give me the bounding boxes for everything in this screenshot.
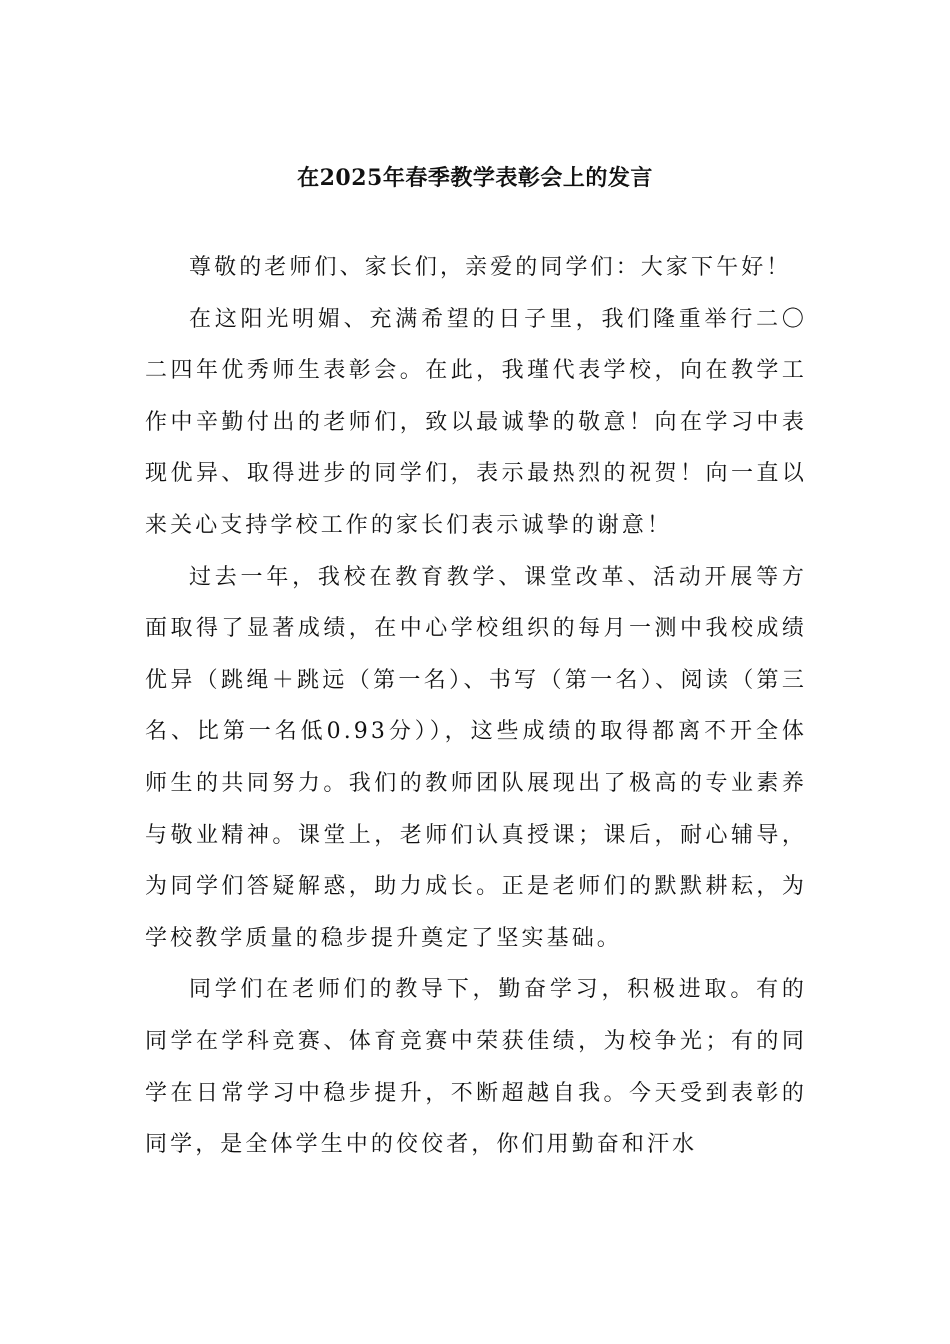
paragraph-students: 同学们在老师们的教导下，勤奋学习，积极进取。有的同学在学科竞赛、体育竞赛中荣获佳绩，为校争光；有的同学在日常学习中稳步提升，不断超越自我。今天受到表彰的同学，是全体学生中的佼佼者，你们用勤奋和汗水 — [145, 977, 807, 1158]
paragraph-greeting: 尊敬的老师们、家长们，亲爱的同学们：大家下午好！ — [189, 255, 792, 280]
paragraph-achievements: 过去一年，我校在教育教学、课堂改革、活动开展等方面取得了显著成绩，在中心学校组织的每月一测中我校成绩优异（跳绳＋跳远（第一名）、书写（第一名）、阅读（第三名、比第一名低0.93分）），这些成绩的取得都离不开全体师生的共同努力。我们的教师团队展现出了极高的专业素养与敬业精神。课堂上，老师们认真授课；课后，耐心辅导，为同学们答疑解惑，助力成长。正是老师们的默默耕耘，为学校教学质量的稳步提升奠定了坚实基础。 — [145, 564, 807, 951]
paragraph-opening: 在这阳光明媚、充满希望的日子里，我们隆重举行二〇二四年优秀师生表彰会。在此，我瑾代表学校，向在教学工作中辛勤付出的老师们，致以最诚挚的敬意！向在学习中表现优异、取得进步的同学们，表示最热烈的祝贺！向一直以来关心支持学校工作的家长们表示诚挚的谢意！ — [145, 306, 807, 538]
document-title: 在2025年春季教学表彰会上的发言 — [297, 165, 653, 191]
document-body — [145, 242, 807, 1171]
